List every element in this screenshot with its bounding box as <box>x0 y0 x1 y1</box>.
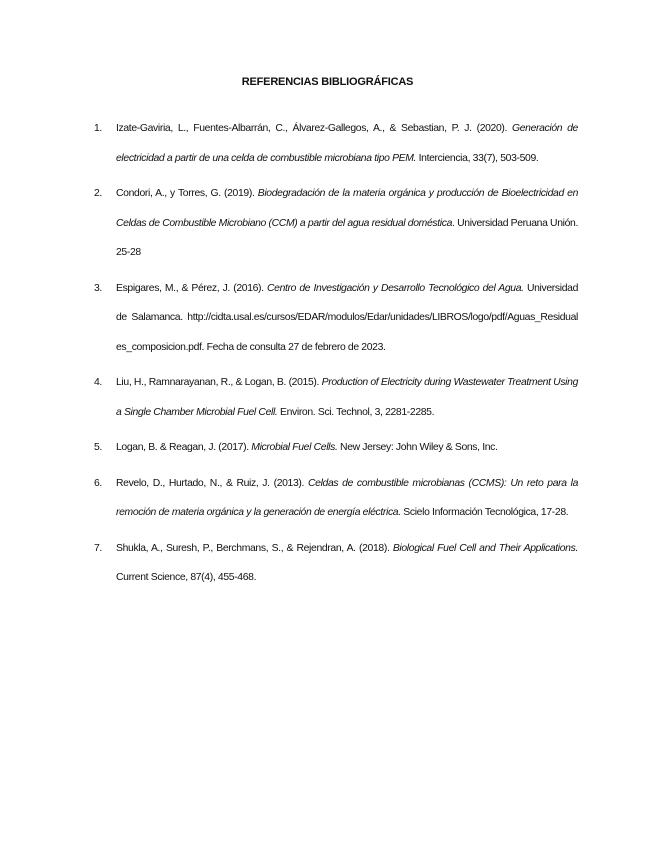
reference-number: 1. <box>94 123 102 134</box>
page-title: REFERENCIAS BIBLIOGRÁFICAS <box>241 76 414 88</box>
reference-item-1 <box>94 114 578 173</box>
reference-title: Biodegradación de la materia orgánica y producción de Bioelectricidad en Celdas de Combustible Microbiano (CCM) a partir del agua residual doméstica <box>116 188 578 229</box>
reference-title: Production of Electricity during Wastewater Treatment Using a Single Chamber Microbial Fuel Cell. <box>116 377 578 418</box>
reference-source: New Jersey: John Wiley & Sons, Inc. <box>337 442 498 453</box>
reference-title: Biological Fuel Cell and Their Applications. <box>392 542 578 554</box>
reference-title: Centro de Investigación y Desarrollo Tecnológico del Agua. <box>266 282 524 294</box>
reference-title: Celdas de combustible microbianas (CCMS): Un reto para la remoción de materia orgánica y la generación de energía eléctrica. <box>116 477 578 518</box>
reference-authors: Logan, B. & Reagan, J. (2017). <box>116 442 252 453</box>
reference-source: Current Science, 87(4), 455-468. <box>116 572 257 583</box>
reference-authors: Revelo, D., Hurtado, N., & Ruiz, J. (2013). <box>116 477 308 489</box>
reference-title: Microbial Fuel Cells. <box>251 442 338 453</box>
reference-number: 7. <box>94 542 102 554</box>
reference-text <box>116 274 578 363</box>
reference-source: Scielo Información Tecnológica, 17-28. <box>400 507 569 518</box>
reference-text <box>116 469 578 528</box>
reference-source: Interciencia, 33(7), 503-509. <box>416 152 539 164</box>
reference-authors: Izate-Gaviria, L., Fuentes-Albarrán, C., Álvarez-Gallegos, A., & Sebastian, P. J. (2020). <box>116 123 512 134</box>
reference-authors: Espigares, M., & Pérez, J. (2016). <box>116 282 267 294</box>
reference-item-5 <box>94 433 578 463</box>
reference-authors: Liu, H., Ramnarayanan, R., & Logan, B. (2015). <box>116 377 322 388</box>
reference-number: 5. <box>94 442 102 453</box>
reference-number: 3. <box>94 282 102 294</box>
reference-authors: Shukla, A., Suresh, P., Berchmans, S., & Rejendran, A. (2018). <box>116 542 393 554</box>
reference-title: Generación de electricidad a partir de una celda de combustible microbiana tipo PEM. <box>116 123 578 164</box>
reference-text <box>116 179 578 268</box>
reference-text <box>116 534 578 593</box>
reference-text <box>116 368 578 427</box>
reference-item-6 <box>94 469 578 528</box>
reference-number: 2. <box>94 188 102 199</box>
reference-list <box>94 114 578 599</box>
reference-number: 4. <box>94 377 102 388</box>
reference-item-7 <box>94 534 578 593</box>
reference-url-link[interactable]: http://cidta.usal.es/cursos/EDAR/modulos/Edar/unidades/LIBROS/logo/pdf/Aguas_Residuales_composicion.pdf <box>116 312 578 353</box>
reference-item-2 <box>94 179 578 268</box>
reference-source: Universidad de Salamanca. <box>116 282 578 323</box>
reference-number: 6. <box>94 477 102 489</box>
reference-source: . Universidad Peruana Unión. 25-28 <box>116 217 578 258</box>
reference-text <box>116 433 578 463</box>
reference-authors: Condori, A., y Torres, G. (2019). <box>116 188 258 199</box>
reference-text <box>116 114 578 173</box>
reference-note: . Fecha de consulta 27 de febrero de 2023. <box>201 341 386 353</box>
reference-item-4 <box>94 368 578 427</box>
reference-source: Environ. Sci. Technol, 3, 2281-2285. <box>277 406 435 418</box>
reference-item-3 <box>94 274 578 363</box>
